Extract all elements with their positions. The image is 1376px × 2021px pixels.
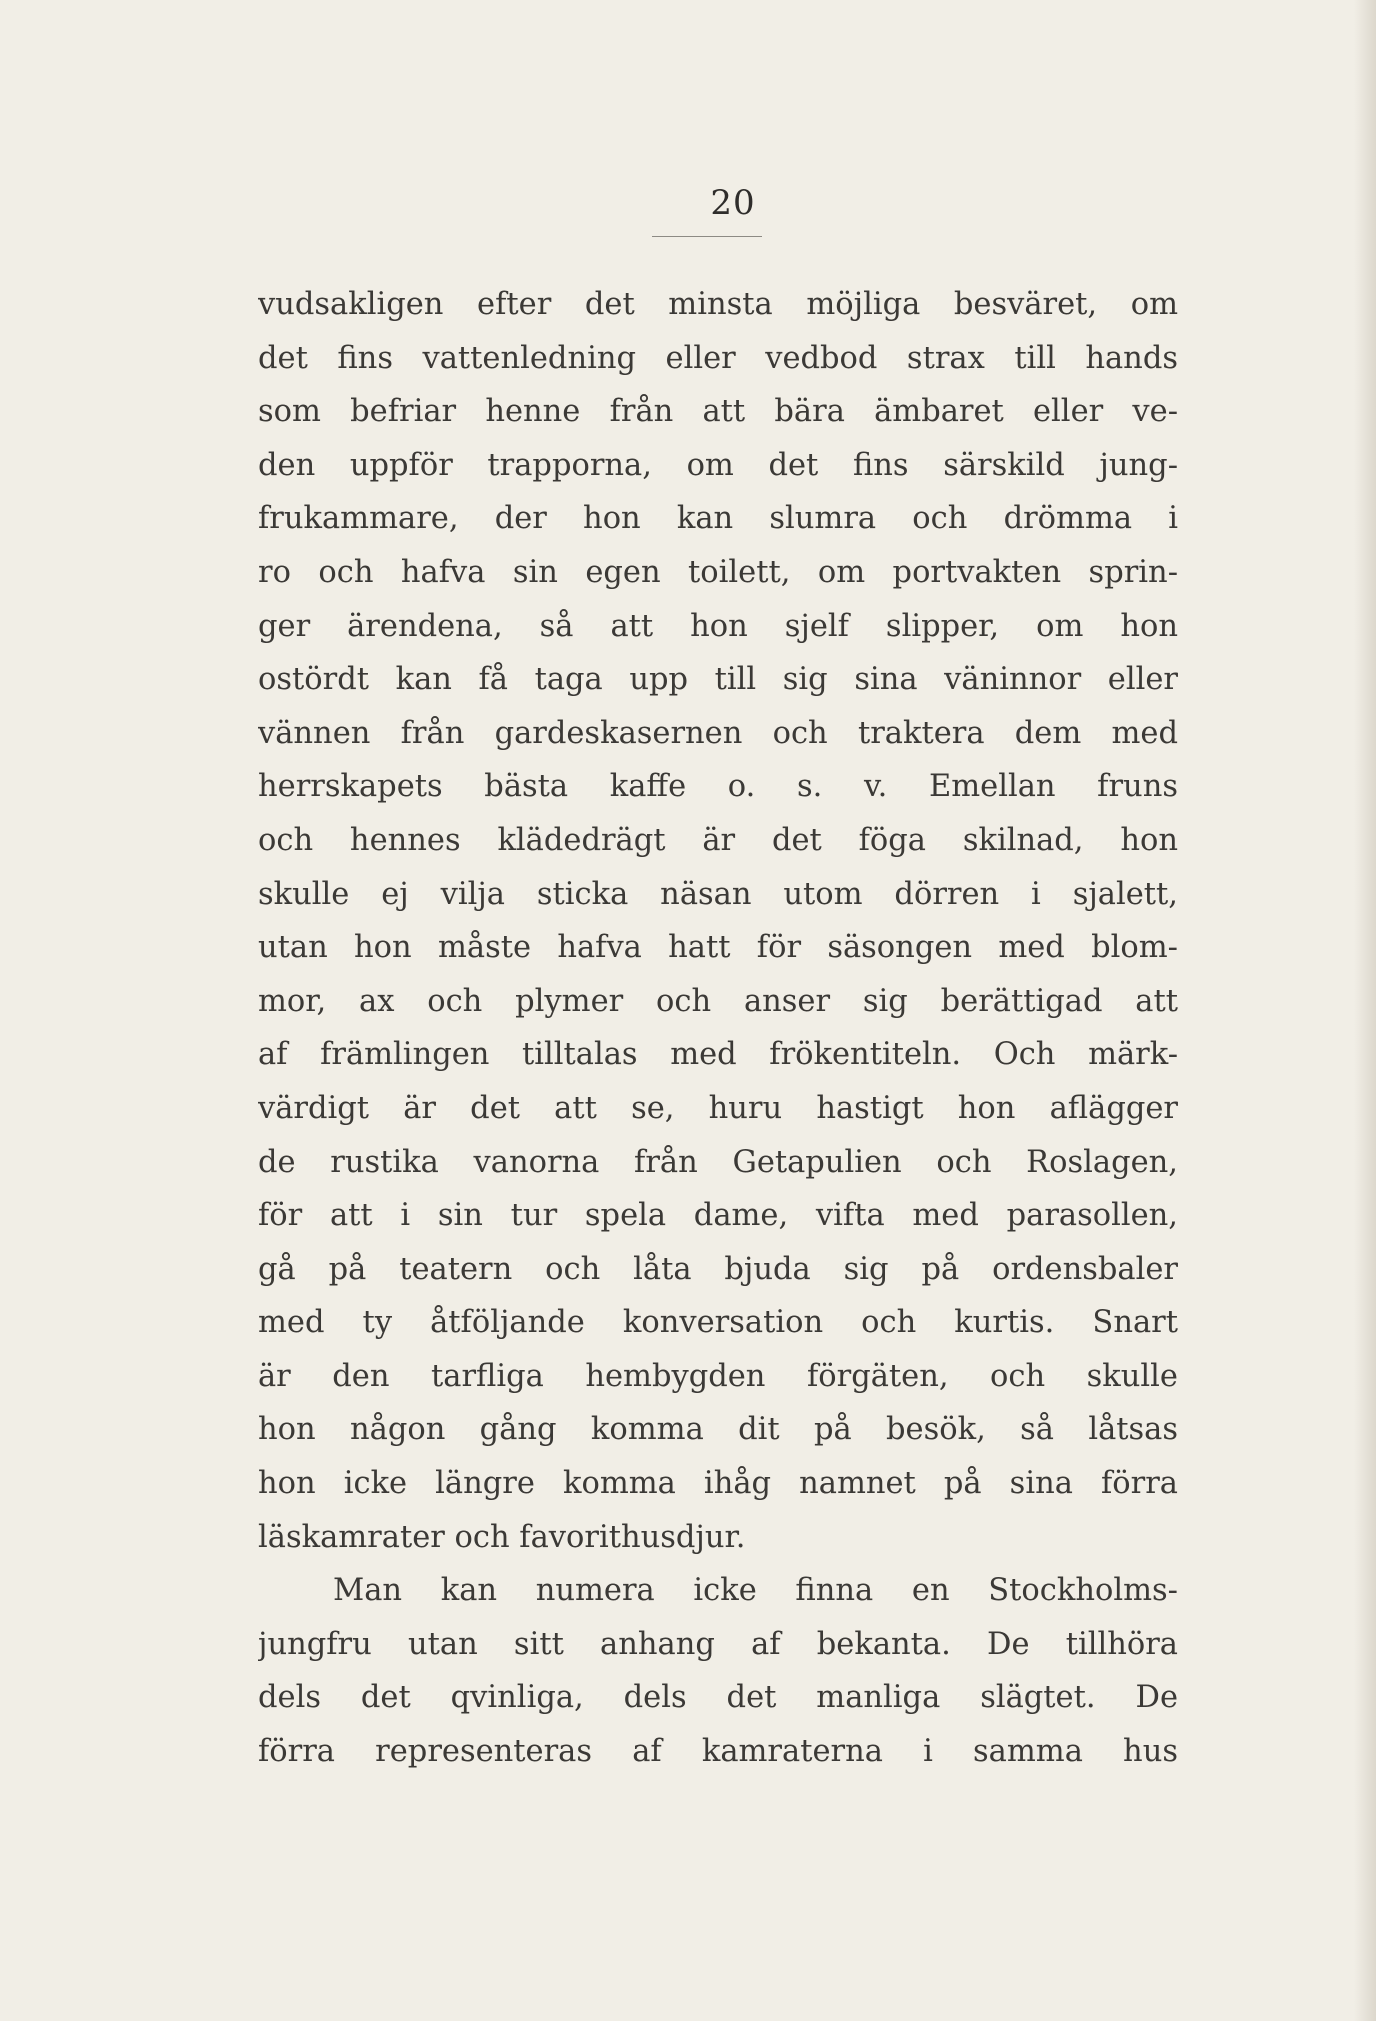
text-line: det fins vattenledning eller vedbod strax till hands bbox=[258, 340, 1178, 376]
text-line: de rustika vanorna från Getapulien och Roslagen, bbox=[258, 1144, 1178, 1180]
text-line: frukammare, der hon kan slumra och drömma i bbox=[258, 501, 1178, 537]
text-line: läskamrater och favorithusdjur. bbox=[258, 1519, 746, 1555]
text-line: hon icke längre komma ihåg namnet på sina förra bbox=[258, 1466, 1178, 1502]
text-line: ro och hafva sin egen toilett, om portvakten sprin- bbox=[258, 554, 1178, 590]
text-line: dels det qvinliga, dels det manliga slägtet. De bbox=[258, 1680, 1178, 1716]
paragraph-start-line: Man kan numera icke finna en Stockholms- bbox=[333, 1573, 1178, 1609]
text-line: med ty åtföljande konversation och kurtis. Snart bbox=[258, 1305, 1178, 1341]
text-line: mor, ax och plymer och anser sig berättigad att bbox=[258, 983, 1178, 1019]
body-text bbox=[258, 278, 1178, 1779]
text-line: förra representeras af kamraterna i samma hus bbox=[258, 1734, 1178, 1770]
text-line: ger ärendena, så att hon sjelf slipper, om hon bbox=[258, 608, 1178, 644]
text-line: vännen från gardeskasernen och traktera dem med bbox=[258, 715, 1178, 751]
text-line: herrskapets bästa kaffe o. s. v. Emellan fruns bbox=[258, 769, 1178, 805]
text-line: ostördt kan få taga upp till sig sina väninnor eller bbox=[258, 662, 1178, 698]
text-line: utan hon måste hafva hatt för säsongen med blom- bbox=[258, 930, 1178, 966]
text-line: värdigt är det att se, huru hastigt hon aflägger bbox=[258, 1090, 1178, 1126]
text-line: vudsakligen efter det minsta möjliga besväret, om bbox=[258, 287, 1178, 322]
text-line: hon någon gång komma dit på besök, så låtsas bbox=[258, 1412, 1178, 1448]
text-line: jungfru utan sitt anhang af bekanta. De tillhöra bbox=[258, 1626, 1178, 1662]
text-line: för att i sin tur spela dame, vifta med parasollen, bbox=[258, 1198, 1178, 1234]
text-line: gå på teatern och låta bjuda sig på ordensbaler bbox=[258, 1251, 1178, 1287]
page-number: 20 bbox=[710, 183, 756, 223]
text-line: den uppför trapporna, om det fins särskild jung- bbox=[258, 447, 1178, 483]
text-line: är den tarfliga hembygden förgäten, och skulle bbox=[258, 1358, 1178, 1394]
page-number-rule bbox=[652, 236, 762, 237]
text-line: som befriar henne från att bära ämbaret eller ve- bbox=[258, 394, 1178, 430]
text-line: skulle ej vilja sticka näsan utom dörren i sjalett, bbox=[258, 876, 1178, 912]
text-line: af främlingen tilltalas med frökentiteln. Och märk- bbox=[258, 1037, 1178, 1073]
text-line: och hennes klädedrägt är det föga skilnad, hon bbox=[258, 822, 1178, 858]
page-edge-shadow bbox=[1354, 0, 1376, 2021]
